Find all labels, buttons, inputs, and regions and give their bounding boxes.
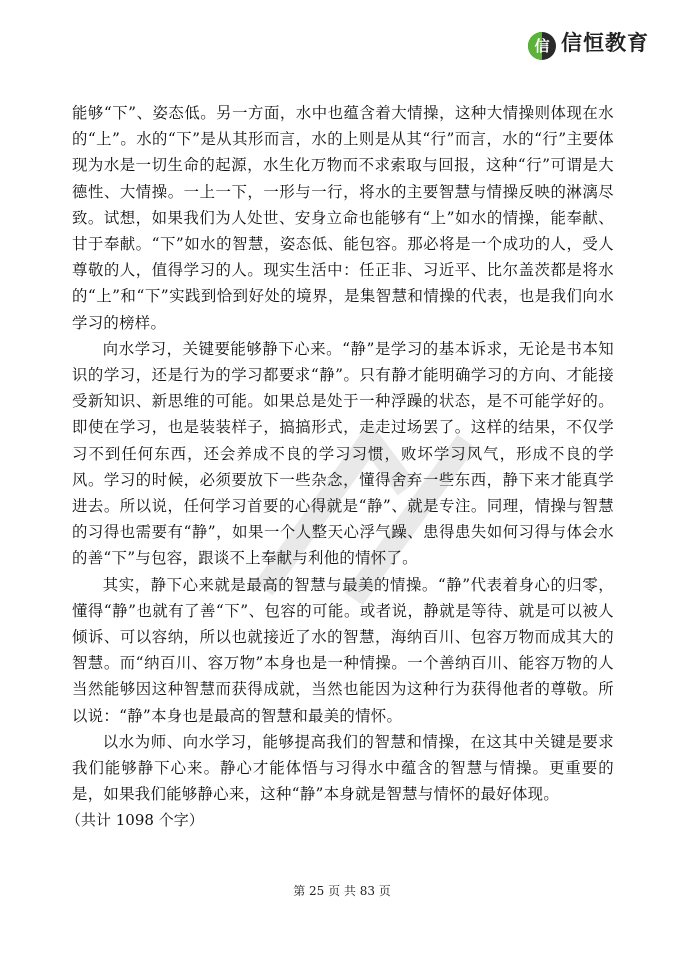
page-footer: 第 25 页 共 83 页 [293,884,391,898]
paragraph-1: 能够“下”、姿态低。另一方面，水中也蕴含着大情操，这种大情操则体现在水的“上”。水的“下”是从其形而言，水的上则是从其“行”而言，水的“行”主要体现为水是一切生命的起源，水生化万物而不求索取与回报，这种“行”可谓是大德性、大情操。一上一下，一形与一行，将水的主要智慧与情操反映的淋漓尽致。试想，如果我们为人处世、安身立命也能够有“上”如水的情操，能奉献、甘于奉献。“下”如水的智慧，姿态低、能包容。那必将是一个成功的人，受人尊敬的人，值得学习的人。现实生活中：任正非、习近平、比尔盖茨都是将水的“上”和“下”实践到恰到好处的境界，是集智慧和情操的代表，也是我们向水学习的榜样。 [72,104,614,332]
logo-icon [528,32,556,60]
logo-subline [561,55,649,61]
word-count: （共计 1098 个字） [66,811,204,830]
paragraph-4: 以水为师、向水学习，能够提高我们的智慧和情操，在这其中关键是要求我们能够静下心来。静心才能体悟与习得水中蕴含的智慧与情操。更重要的是，如果我们能够静心来，这种“静”本身就是智慧与情怀的最好体现。 [72,732,614,804]
document-body [66,100,614,833]
logo-mark-char: 信 [534,37,550,55]
paragraph-2: 向水学习，关键要能够静下心来。“静”是学习的基本诉求，无论是书本知识的学习，还是行为的学习都要求“静”。只有静才能明确学习的方向、才能接受新知识、新思维的可能。如果总是处于一种浮躁的状态，是不可能学好的。即使在学习，也是装装样子，搞搞形式，走走过场罢了。这样的结果，不仅学习不到任何东西，还会养成不良的学习习惯，败坏学习风气，形成不良的学风。学习的时候，必须要放下一些杂念，懂得舍弃一些东西，静下来才能真学进去。所以说，任何学习首要的心得就是“静”、就是专注。同理，情操与智慧的习得也需要有“静”，如果一个人整天心浮气躁、患得患失如何习得与体会水的善“下”与包容，跟谈不上奉献与利他的情怀了。 [72,339,614,568]
brand-logo [528,29,649,63]
paragraph-3: 其实，静下心来就是最高的智慧与最美的情操。“静”代表着身心的归零，懂得“静”也就有了善“下”、包容的可能。或者说，静就是等待、就是可以被人倾诉、可以容纳，所以也就接近了水的智慧，海纳百川、包容万物而成其大的智慧。而“纳百川、容万物”本身也是一种情操。一个善纳百川、能容万物的人当然能够因这种智慧而获得成就，当然也能因为这种行为获得他者的尊敬。所以说：“静”本身也是最高的智慧和最美的情怀。 [72,575,614,725]
logo-name: 信恒教育 [561,31,649,55]
